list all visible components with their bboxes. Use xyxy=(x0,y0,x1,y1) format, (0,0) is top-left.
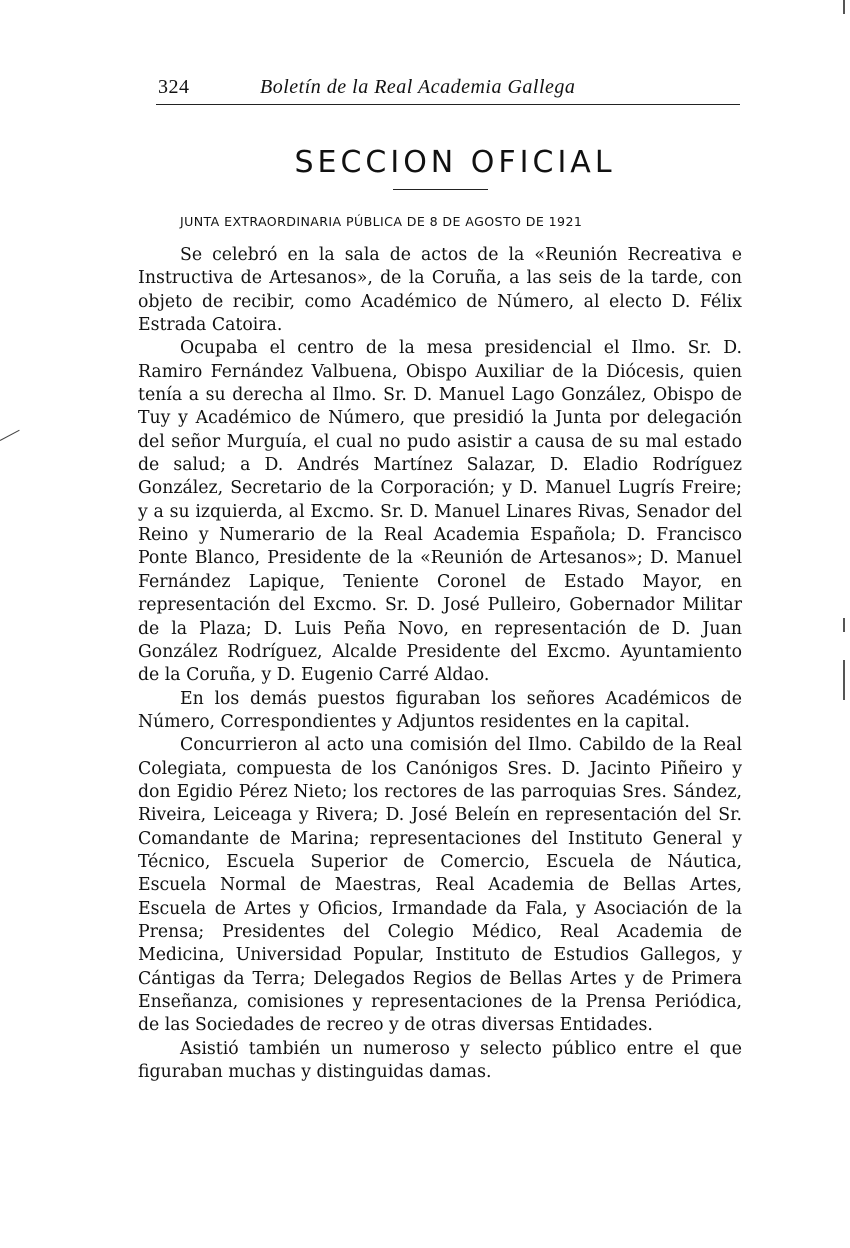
paragraph: Asistió también un numeroso y selecto público entre el que figuraban muchas y distinguidas damas. xyxy=(138,1038,742,1083)
scan-margin-mark xyxy=(0,430,20,441)
page-number: 324 xyxy=(158,76,190,98)
section-title: SECCION OFICIAL xyxy=(294,145,616,180)
header-rule xyxy=(156,104,740,105)
page-header xyxy=(158,74,740,104)
paragraph: Se celebró en la sala de actos de la «Reunión Recreativa e Instructiva de Artesanos», de la Coruña, a las seis de la tarde, con objeto de recibir, como Académico de Número, al electo D. Félix Estrada Catoira. xyxy=(138,245,742,336)
title-divider xyxy=(393,189,488,190)
scan-edge-mark xyxy=(843,618,845,632)
running-title: Boletín de la Real Academia Gallega xyxy=(260,76,576,98)
scan-edge-mark xyxy=(843,660,845,700)
paragraph: En los demás puestos figuraban los señores Académicos de Número, Correspondientes y Adjuntos residentes en la capital. xyxy=(138,688,742,732)
paragraph: Ocupaba el centro de la mesa presidencial el Ilmo. Sr. D. Ramiro Fernández Valbuena, Obispo Auxiliar de la Diócesis, quien tenía a su derecha al Ilmo. Sr. D. Manuel Lago González, Obispo de Tuy y Académico de Número, que presidió la Junta por delegación del señor Murguía, el cual no pudo asistir a causa de su mal estado de salud; a D. Andrés Martínez Salazar, D. Eladio Rodríguez González, Secretario de la Corporación; y D. Manuel Lugrís Freire; y a su izquierda, al Excmo. Sr. D. Manuel Linares Rivas, Senador del Reino y Numerario de la Real Academia Española; D. Francisco Ponte Blanco, Presidente de la «Reunión de Artesanos»; D. Manuel Fernández Lapique, Teniente Coronel de Estado Mayor, en representación del Excmo. Sr. D. José Pulleiro, Gobernador Militar de la Plaza; D. Luis Peña Novo, en representación de D. Juan González Rodríguez, Alcalde Presidente del Excmo. Ayuntamiento de la Coruña, y D. Eugenio Carré Aldao. xyxy=(138,338,742,686)
paragraph: Concurrieron al acto una comisión del Ilmo. Cabildo de la Real Colegiata, compuesta de los Canónigos Sres. D. Jacinto Piñeiro y don Egidio Pérez Nieto; los rectores de las parroquias Sres. Sández, Riveira, Leiceaga y Rivera; D. José Beleín en representación del Sr. Comandante de Marina; representaciones del Instituto General y Técnico, Escuela Superior de Comercio, Escuela de Náutica, Escuela Normal de Maestras, Real Academia de Bellas Artes, Escuela de Artes y Oficios, Irmandade da Fala, y Asociación de la Prensa; Presidentes del Colegio Médico, Real Academia de Medicina, Universidad Popular, Instituto de Estudios Gallegos, y Cántigas da Terra; Delegados Regios de Bellas Artes y de Primera Enseñanza, comisiones y representaciones de la Prensa Periódica, de las Sociedades de recreo y de otras diversas Entidades. xyxy=(138,735,742,1036)
session-subtitle: JUNTA EXTRAORDINARIA PÚBLICA DE 8 DE AGOSTO DE 1921 xyxy=(180,214,583,229)
scan-edge-mark xyxy=(843,0,845,14)
body-text xyxy=(138,244,742,1084)
